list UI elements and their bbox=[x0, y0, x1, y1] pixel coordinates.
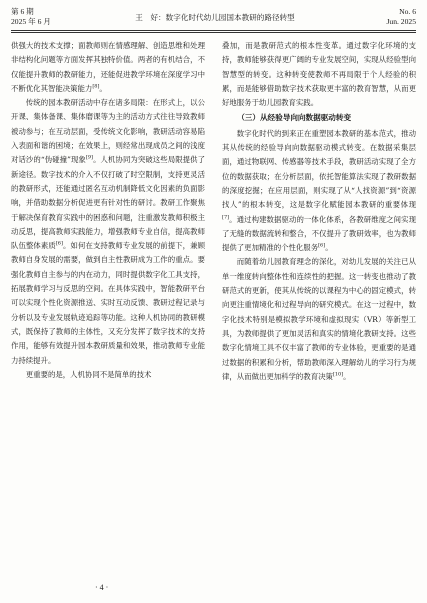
paragraph: 供强大的技术支撑；面教师则在情感理解、创造思维和处理非结构化问题等方面发挥其独特价值。两者的有机结合，不仅能提升教师的教研能力，还能促进教学环境在深度学习中不断优化其智能决策能力[8]。 bbox=[11, 41, 205, 93]
citation[interactable]: [10] bbox=[332, 371, 344, 378]
paragraph: 传统的园本教研活动中存在诸多局限：在形式上，以公开课、集体备课、集体磨课等为主的活动方式往往导致教师被动参与；在互动层面，受传统文化影响，教研活动容易陷入表面和谐的困境；在效果上，则经常出现成员之间的浅度对话沙的“伪碰撞”现象[9]。人机协同为突破这些局限提供了新途径。数字技术的介入不仅打破了时空限制，支持更灵活的教研形式，还能通过匿名互动机制降低文化因素的负面影响，并借助数据分析促进更有针对性的研讨。教研工作聚焦于解决保育教育实践中的困惑和问题，注重激发教师积极主动反思，提高教师实践能力，增强教师专业自信，提高教师队伍整体素质[6]。如何在支持教师专业发展的前提下，兼顾教师自身发展的需要，做到自主性教研成为工作的重点。要强化教师自主参与的内在动力，同时提供数字化工具支持，拓展教师学习与反思的空间。在具体实践中，智能教研平台可以实现个性化资源推送、实时互动反馈、教研过程记录与分析以及专业发展轨迹追踪等功能。这种人机协同的教研模式，既保持了教师的主体性，又充分发挥了数字技术的支持作用，能够有效提升园本教研质量和效果，推动教师专业能力持续提升。 bbox=[11, 98, 205, 365]
header-issue-block bbox=[11, 7, 51, 27]
running-title: 王 好：数字化时代幼儿园国本教研的路径转型 bbox=[135, 13, 295, 22]
page-number: · 4 · bbox=[95, 583, 109, 592]
left-column bbox=[11, 39, 205, 382]
header-rule-thin bbox=[11, 32, 416, 33]
section-heading: （三）从经验导向向数据驱动转变 bbox=[237, 113, 352, 123]
header-issue-en-block bbox=[386, 7, 416, 27]
citation[interactable]: [7] bbox=[222, 214, 230, 221]
header-issue-en: No. 6 bbox=[399, 7, 416, 16]
citation[interactable]: [8] bbox=[92, 83, 100, 90]
paragraph: 更重要的是，人机协同不是简单的技术 bbox=[25, 369, 152, 379]
paragraph: 而随着幼儿园教育理念的深化，对幼儿发展的关注已从单一维度转向整体性和连续性的把握。这一转变也推动了教研范式的更新，使其从传统的以课程为中心的固定模式，转向更注重情境化和过程导向的研究模式。在这一过程中，数字化技术特别是模拟教学环境和虚拟现实（VR）等新型工具，为教师提供了更加灵活和真实的情境化教研支持。这些数字化情境工具不仅丰富了教师的专业体验，更重要的是通过数据的积累和分析，帮助教师深入理解幼儿的学习行为规律，从而做出更加科学的教育决策[10]。 bbox=[222, 257, 416, 381]
header-issue: 第 6 期 bbox=[11, 7, 34, 16]
right-column bbox=[222, 39, 416, 384]
paragraph: 数字化时代的到来正在重塑园本教研的基本范式，推动其从传统的经验导向向数据驱动模式转变。在数据采集层面，通过物联网、传感器等技术手段，教研活动实现了全方位的数据获取；在分析层面，依托智能算法实现了教研数据的深度挖掘；在应用层面，则实现了从“人找资源”到“资源找人”的根本转变，这是数字化赋能园本教研的重要体现[7]。通过构建数据驱动的一体化体系，各教研维度之间实现了无缝的数据流转和整合，不仅提升了教研效率，也为教师提供了更加精准的个性化服务[6]。 bbox=[222, 128, 416, 253]
header-date-en: Jun. 2025 bbox=[386, 17, 416, 26]
header-rule bbox=[11, 30, 416, 31]
citation[interactable]: [6] bbox=[55, 240, 63, 247]
citation[interactable]: [9] bbox=[85, 154, 93, 161]
header-date-cn: 2025 年 6 月 bbox=[11, 17, 51, 26]
paragraph: 叠加，而是教研范式的根本性变革。通过数字化环境的支持，教师能够获得更广阔的专业发展空间，实现从经验型向智慧型的转变。这种转变使教师不再局限于个人经验的积累，而是能够借助数字技术获取更丰富的教育智慧，从而更好地服务于幼儿园教育实践。 bbox=[222, 41, 416, 108]
citation[interactable]: [6] bbox=[318, 242, 326, 249]
